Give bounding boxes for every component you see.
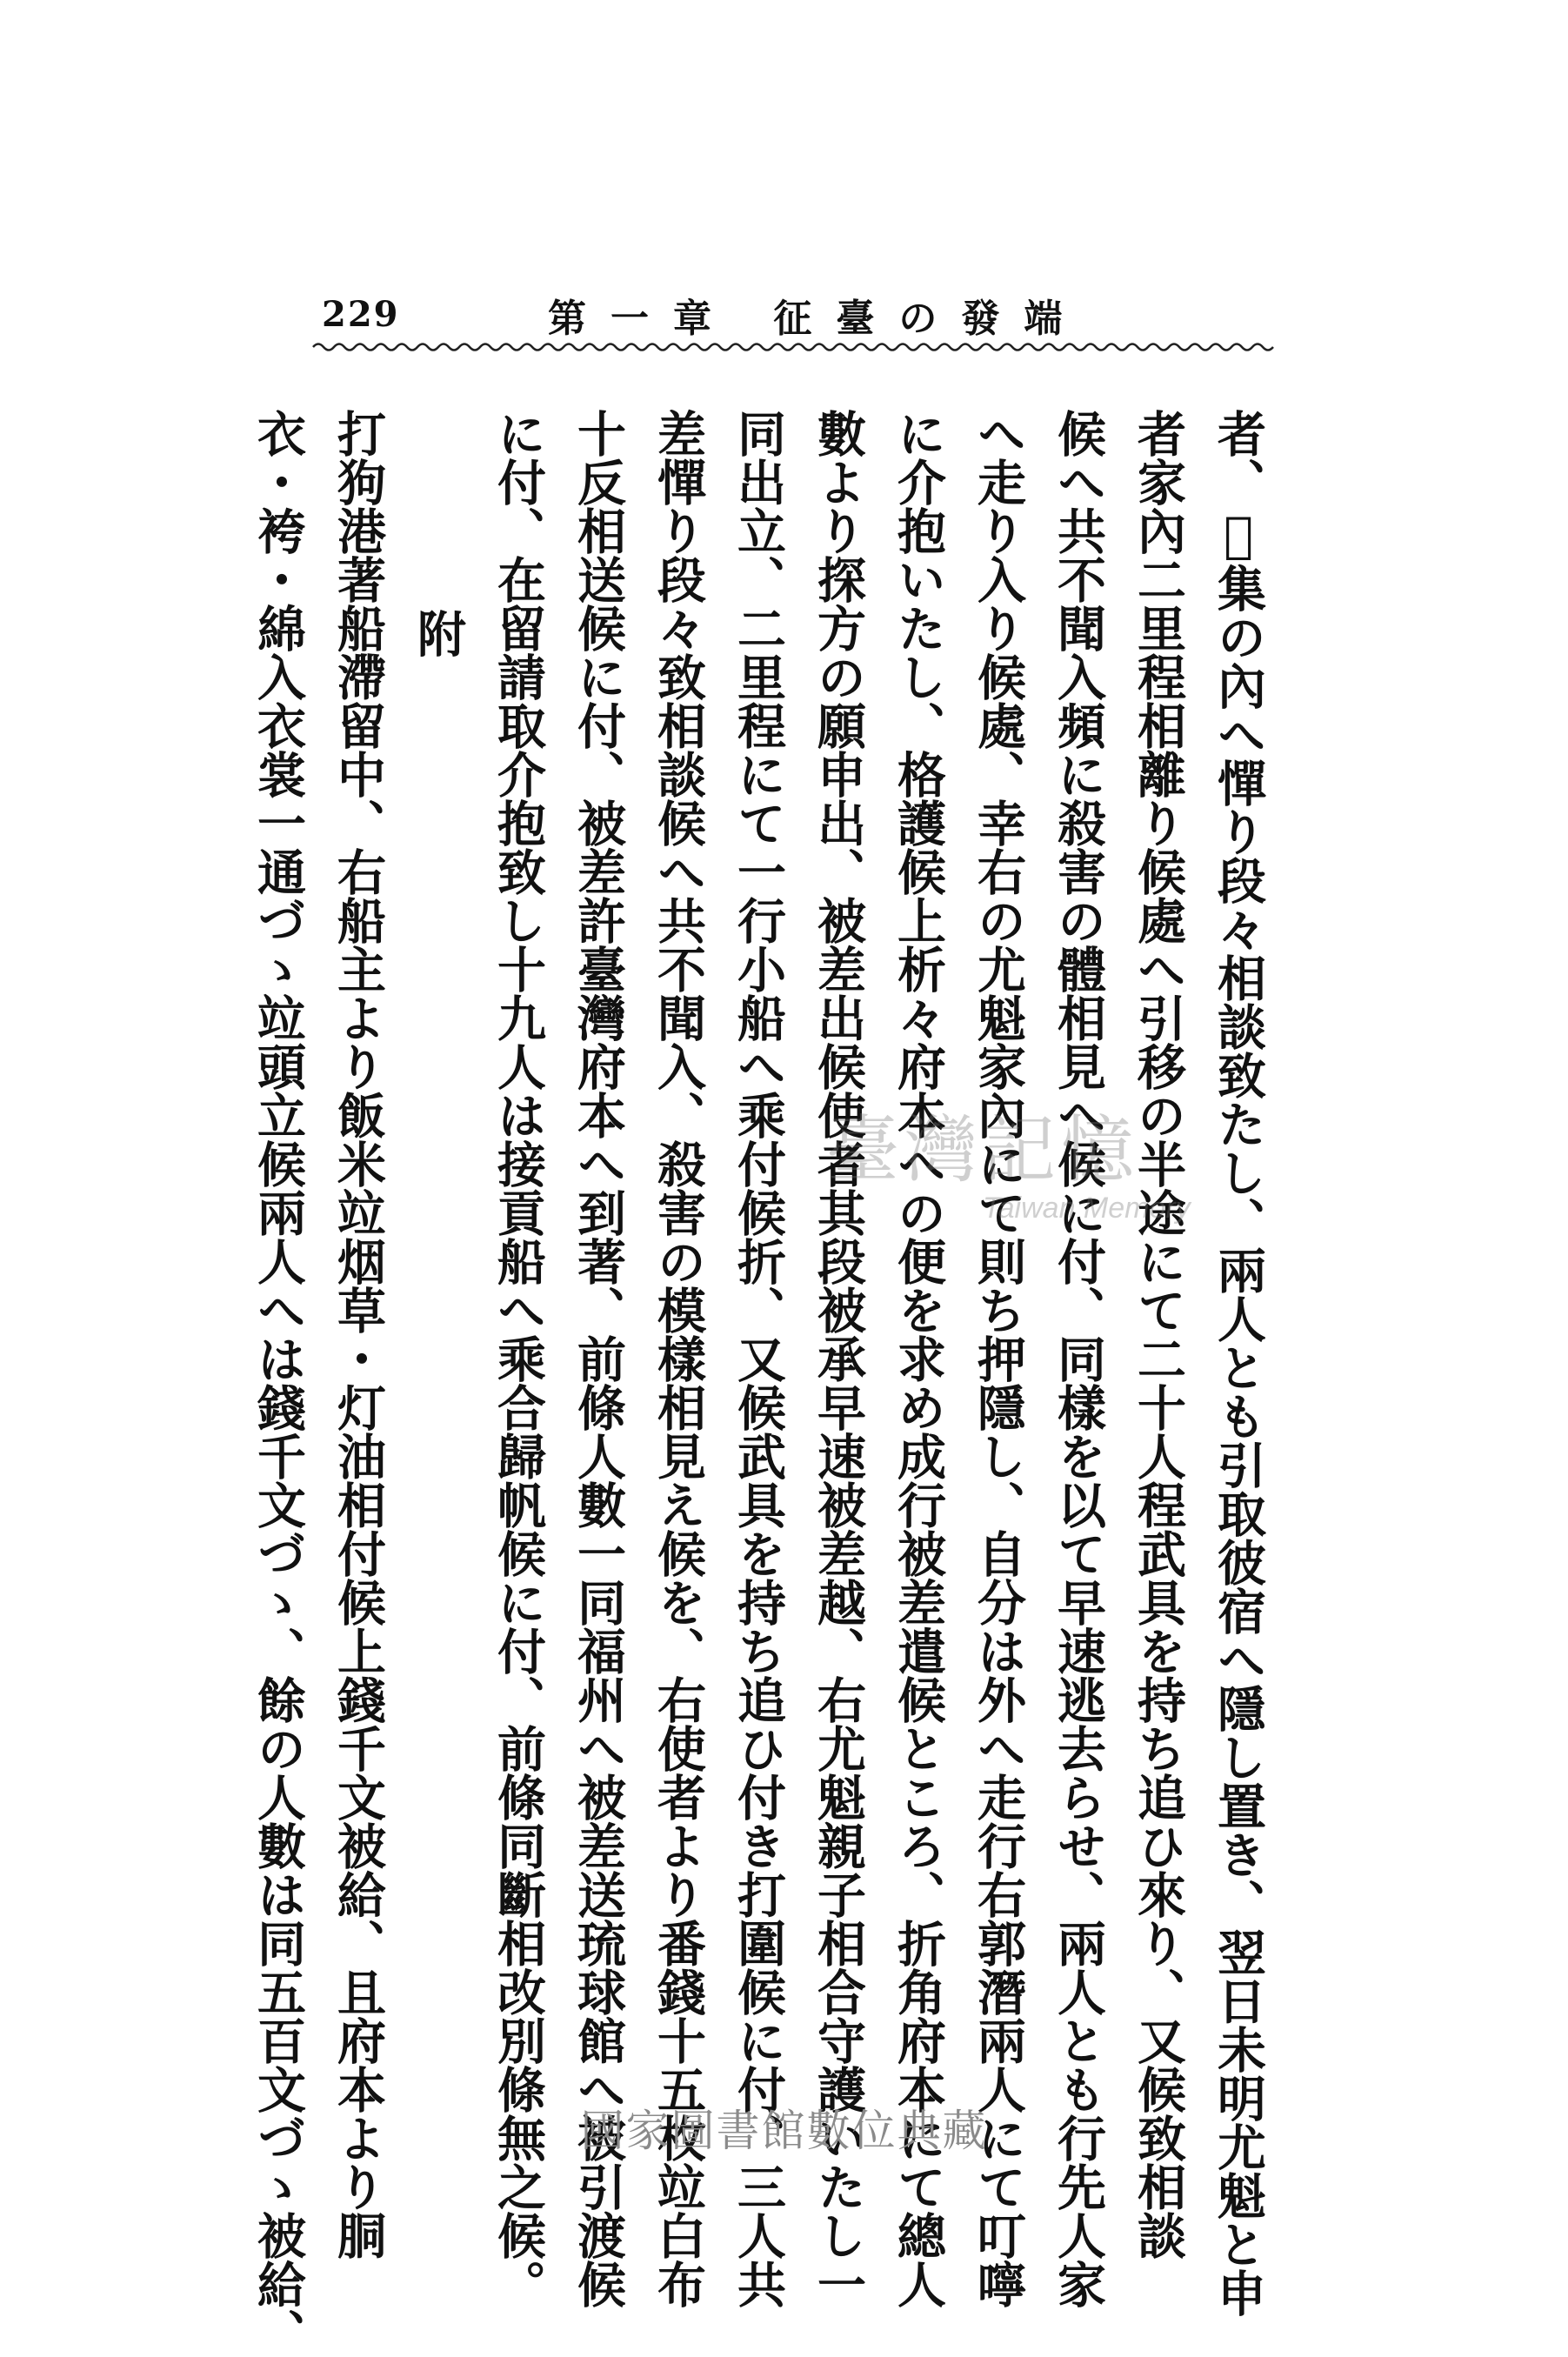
- note-heading: 附: [410, 609, 467, 658]
- header-rule: [313, 339, 1278, 355]
- watermark-logo-text: 臺灣記憶: [826, 1107, 1140, 1192]
- text-column: 者家內二里程相離り候處へ引移の半途にて二十人程武具を持ち追ひ來り、又候致相談: [1130, 409, 1187, 2260]
- watermark-logo-subtext: Taiwan Memory: [983, 1192, 1191, 1225]
- wavy-rule-line: [313, 344, 1273, 351]
- text-column: 差憚り段々致相談候へ共不聞入、殺害の模樣相見え候を、右使者より番錢十五枚竝白布: [650, 409, 707, 2308]
- running-title: 第一章 征臺の發端: [548, 297, 1087, 341]
- text-column: へ走り入り候處、幸右の尤魁家內にて則ち押隱し、自分は外へ走行右郭潛兩人にて叮嚀: [970, 409, 1027, 2308]
- text-column: 者、𪟰集の內へ憚り段々相談致たし、兩人とも引取彼宿へ隱し置き、翌日未明尤魁と申: [1210, 409, 1267, 2317]
- page-number: 229: [322, 294, 400, 335]
- text-column: に介抱いたし、格護候上析々府本への便を求め成行被差遣候ところ、折角府本にて總人: [890, 409, 947, 2308]
- text-column: 同出立、二里程にて一行小船へ乘付候折、又候武具を持ち追ひ付き打圍候に付、三人共: [730, 409, 787, 2308]
- text-column: に付、在留請取介抱致し十九人は接貢船へ乘合歸帆候に付、前條同斷相改別條無之候。: [490, 409, 547, 2308]
- text-column: 候へ共不聞入頻に殺害の體相見へ候に付、同樣を以て早速逃去らせ、兩人とも行先人家: [1050, 409, 1107, 2308]
- text-column: 十反相送候に付、被差許臺灣府本へ到著、前條人數一同福州へ被差送琉球館へ被引渡候: [570, 409, 627, 2308]
- note-column: 打狗港著船滯留中、右船主より飯米竝烟草・灯油相付候上錢千文被給、且府本より胴: [330, 409, 387, 2260]
- text-column: 數より探方の願申出、被差出候使者其段被承早速被差越、右尤魁親子相合守護いたし一: [810, 409, 867, 2308]
- footer-watermark: 國家圖書館數位典藏: [580, 2106, 988, 2156]
- note-column: 衣・袴・綿入衣裳一通づゝ竝頭立候兩人へは錢千文づゝ、餘の人數は同五百文づゝ被給、: [250, 409, 307, 2357]
